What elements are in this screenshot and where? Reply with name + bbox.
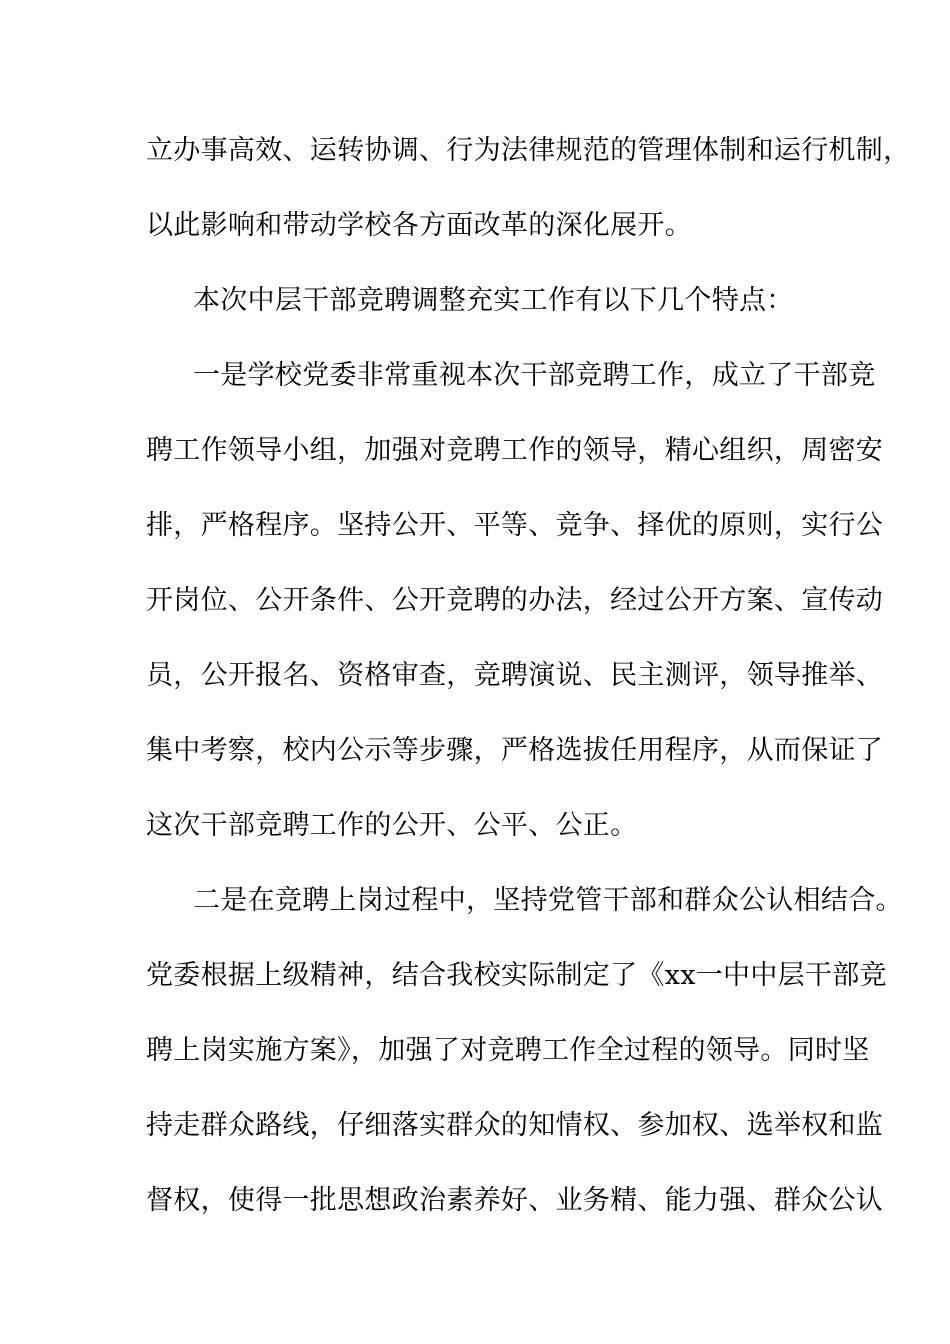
text-line: 这次干部竞聘工作的公开、公平、公正。 — [146, 810, 638, 841]
text-line: 督权，使得一批思想政治素养好、业务精、能力强、群众公认 — [146, 1185, 884, 1216]
text-line: 员，公开报名、资格审查，竞聘演说、民主测评，领导推举、 — [146, 660, 884, 691]
text-line: 聘上岗实施方案》，加强了对竞聘工作全过程的领导。同时坚 — [146, 1035, 870, 1066]
paragraph-first-line: 本次中层干部竞聘调整充实工作有以下几个特点： — [193, 285, 794, 316]
text-line: 党委根据上级精神，结合我校实际制定了《xx一中中层干部竞 — [146, 960, 887, 991]
text-line: 以此影响和带动学校各方面改革的深化展开。 — [146, 210, 692, 241]
paragraph-first-line: 二是在竞聘上岗过程中，坚持党管干部和群众公认相结合。 — [193, 885, 903, 916]
text-line: 排，严格程序。坚持公开、平等、竞争、择优的原则，实行公 — [146, 510, 884, 541]
text-line: 聘工作领导小组，加强对竞聘工作的领导，精心组织，周密安 — [146, 435, 884, 466]
text-line: 开岗位、公开条件、公开竞聘的办法，经过公开方案、宣传动 — [146, 585, 884, 616]
text-line: 立办事高效、运转协调、行为法律规范的管理体制和运行机制， — [146, 135, 911, 166]
text-line: 持走群众路线，仔细落实群众的知情权、参加权、选举权和监 — [146, 1110, 884, 1141]
text-line: 集中考察，校内公示等步骤，严格选拔任用程序，从而保证了 — [146, 735, 884, 766]
paragraph-first-line: 一是学校党委非常重视本次干部竞聘工作，成立了干部竞 — [193, 360, 876, 391]
